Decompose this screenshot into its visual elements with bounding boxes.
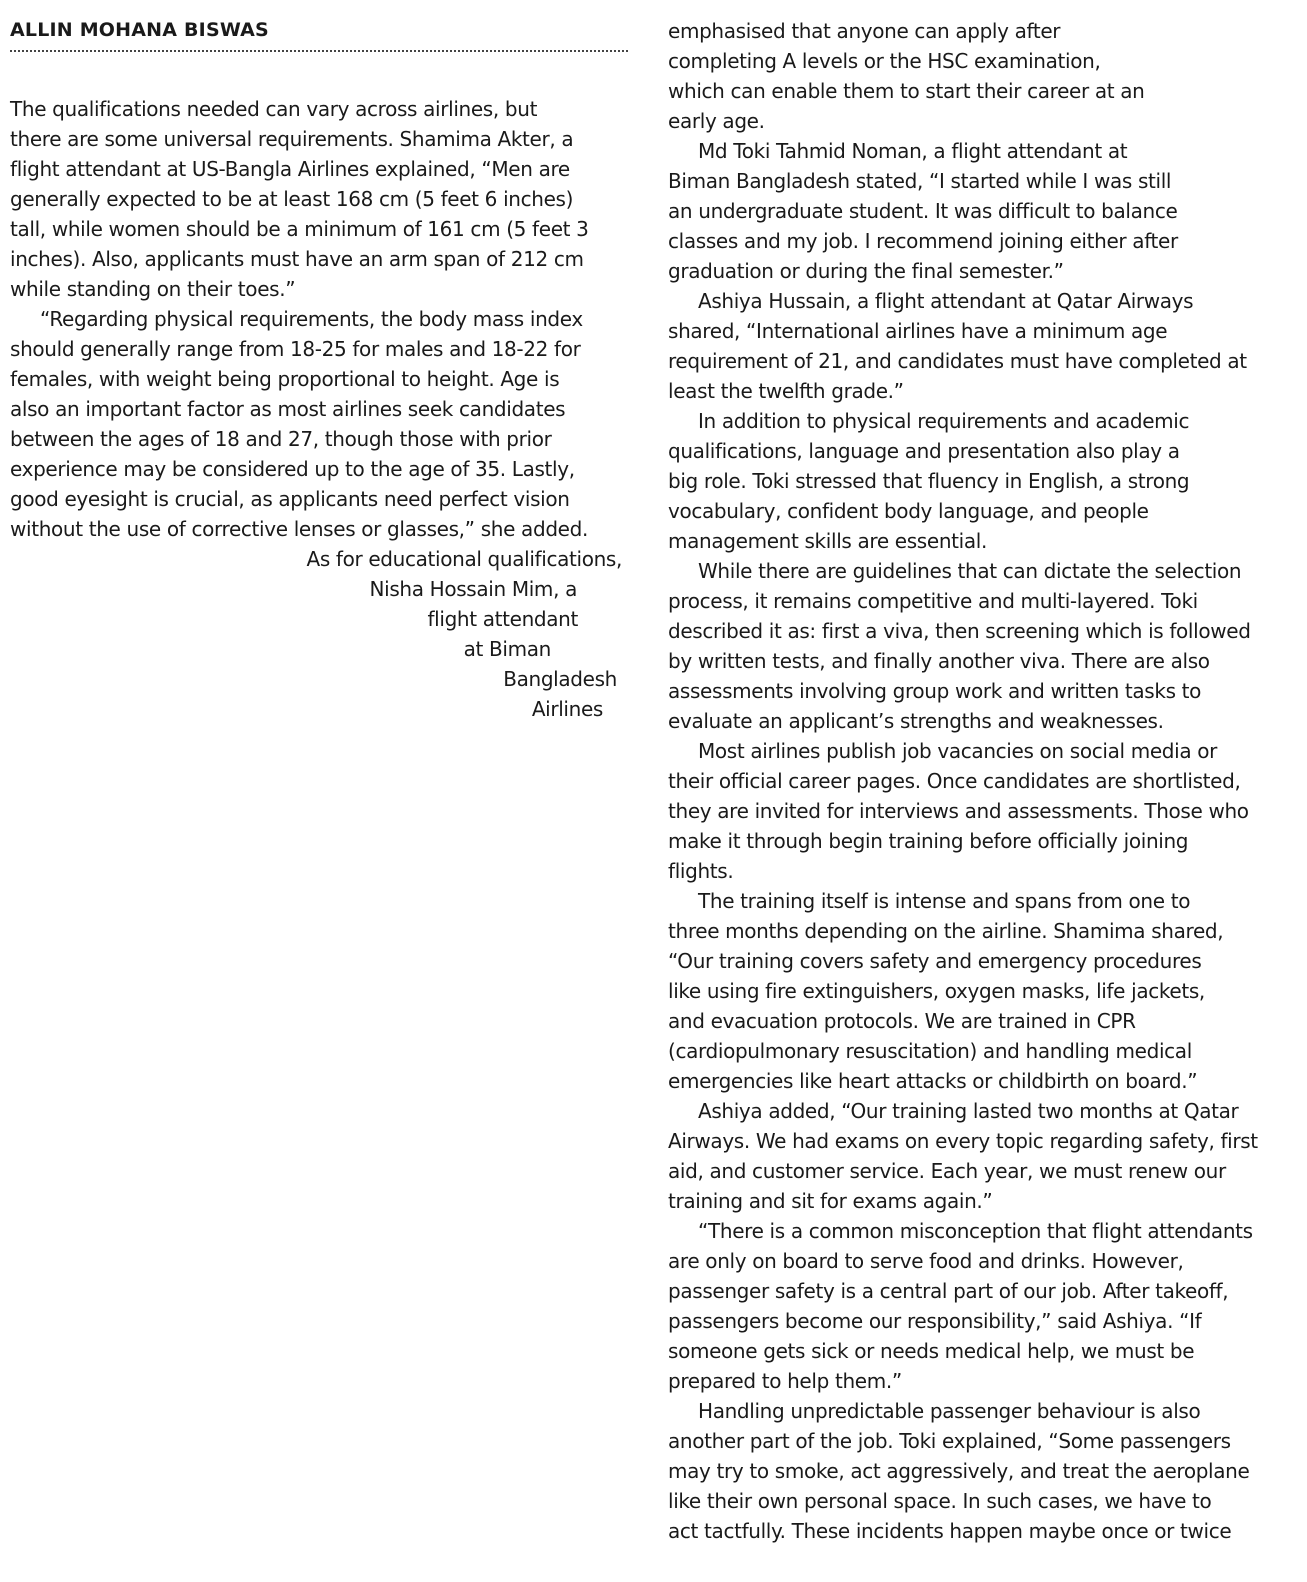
text-line: least the twelfth grade.” [668, 379, 904, 403]
text-line: qualifications, language and presentation also play a [668, 439, 1180, 463]
text-line: emphasised that anyone can apply after [668, 19, 1061, 43]
text-line: their official career pages. Once candidates are shortlisted, [668, 769, 1241, 793]
text-line: management skills are essential. [668, 529, 987, 553]
text-line: inches). Also, applicants must have an arm span of 212 cm [10, 247, 584, 271]
text-line: make it through begin training before officially joining [668, 829, 1189, 853]
text-line: also an important factor as most airlines seek candidates [10, 397, 566, 421]
text-line: requirement of 21, and candidates must have completed at [668, 349, 1247, 373]
text-line: while standing on their toes.” [10, 277, 296, 301]
text-line: act tactfully. These incidents happen maybe once or twice [668, 1519, 1232, 1543]
text-line: classes and my job. I recommend joining either after [668, 229, 1178, 253]
text-line: passenger safety is a central part of our job. After takeoff, [668, 1279, 1229, 1303]
text-line: which can enable them to start their career at an [668, 79, 1145, 103]
text-line: flights. [668, 859, 734, 883]
text-line: process, it remains competitive and multi-layered. Toki [668, 589, 1198, 613]
text-line: should generally range from 18-25 for males and 18-22 for [10, 337, 581, 361]
text-line: assessments involving group work and written tasks to [668, 679, 1202, 703]
text-line: The qualifications needed can vary across airlines, but [10, 97, 538, 121]
text-line: by written tests, and finally another viva. There are also [668, 649, 1210, 673]
text-line: big role. Toki stressed that fluency in English, a strong [668, 469, 1190, 493]
text-line: generally expected to be at least 168 cm (5 feet 6 inches) [10, 187, 574, 211]
text-line: and evacuation protocols. We are trained in CPR [668, 1009, 1136, 1033]
paragraph-start-line: In addition to physical requirements and academic [698, 409, 1190, 433]
text-line: they are invited for interviews and assessments. Those who [668, 799, 1249, 823]
paragraph-start-line: Ashiya added, “Our training lasted two months at Qatar [698, 1099, 1239, 1123]
text-line: (cardiopulmonary resuscitation) and handling medical [668, 1039, 1192, 1063]
text-line: between the ages of 18 and 27, though those with prior [10, 427, 552, 451]
text-line: Biman Bangladesh stated, “I started while I was still [668, 169, 1172, 193]
right-column [668, 16, 1293, 1546]
text-line: females, with weight being proportional to height. Age is [10, 367, 560, 391]
text-line: good eyesight is crucial, as applicants need perfect vision [10, 487, 570, 511]
shaped-text-line: flight attendant [427, 607, 578, 631]
shaped-text-line: Nisha Hossain Mim, a [369, 577, 577, 601]
text-line: “Our training covers safety and emergency procedures [668, 949, 1202, 973]
text-line: someone gets sick or needs medical help, we must be [668, 1339, 1195, 1363]
text-line: flight attendant at US-Bangla Airlines explained, “Men are [10, 157, 570, 181]
text-line: another part of the job. Toki explained, “Some passengers [668, 1429, 1231, 1453]
text-line: shared, “International airlines have a minimum age [668, 319, 1168, 343]
paragraph-start-line: Ashiya Hussain, a flight attendant at Qatar Airways [698, 289, 1194, 313]
text-line: training and sit for exams again.” [668, 1189, 993, 1213]
paragraph-start-line: Most airlines publish job vacancies on social media or [698, 739, 1218, 763]
shaped-text-block [10, 544, 628, 724]
shaped-text-line: at Biman [463, 637, 551, 661]
text-line: three months depending on the airline. Shamima shared, [668, 919, 1224, 943]
text-line: emergencies like heart attacks or childbirth on board.” [668, 1069, 1198, 1093]
text-line: graduation or during the final semester.” [668, 259, 1064, 283]
text-line: like their own personal space. In such cases, we have to [668, 1489, 1212, 1513]
text-line: described it as: first a viva, then screening which is followed [668, 619, 1251, 643]
text-line: experience may be considered up to the age of 35. Lastly, [10, 457, 575, 481]
paragraph-start-line: The training itself is intense and spans from one to [698, 889, 1191, 913]
shaped-text-line: Airlines [531, 697, 603, 721]
text-line: aid, and customer service. Each year, we must renew our [668, 1159, 1226, 1183]
text-line: are only on board to serve food and drinks. However, [668, 1249, 1184, 1273]
shaped-text-line: As for educational qualifications, [306, 547, 622, 571]
text-line: tall, while women should be a minimum of 161 cm (5 feet 3 [10, 217, 589, 241]
left-column [10, 18, 628, 724]
text-line: Airways. We had exams on every topic regarding safety, first [668, 1129, 1258, 1153]
text-line: prepared to help them.” [668, 1369, 902, 1393]
text-line: there are some universal requirements. Shamima Akter, a [10, 127, 574, 151]
text-line: an undergraduate student. It was difficult to balance [668, 199, 1178, 223]
text-line: like using fire extinguishers, oxygen masks, life jackets, [668, 979, 1205, 1003]
paragraph-start-line: While there are guidelines that can dictate the selection [698, 559, 1242, 583]
paragraph-start-line: Handling unpredictable passenger behaviour is also [698, 1399, 1201, 1423]
text-line: early age. [668, 109, 765, 133]
left-column-body [10, 94, 628, 544]
paragraph-start-line: “Regarding physical requirements, the body mass index [40, 307, 583, 331]
author-byline: ALLIN MOHANA BISWAS [10, 18, 628, 52]
text-line: passengers become our responsibility,” said Ashiya. “If [668, 1309, 1202, 1333]
paragraph-start-line: Md Toki Tahmid Noman, a flight attendant at [698, 139, 1128, 163]
paragraph-start-line: “There is a common misconception that flight attendants [698, 1219, 1253, 1243]
shaped-text-line: Bangladesh [503, 667, 617, 691]
text-line: may try to smoke, act aggressively, and treat the aeroplane [668, 1459, 1250, 1483]
text-line: without the use of corrective lenses or glasses,” she added. [10, 517, 588, 541]
text-line: vocabulary, confident body language, and people [668, 499, 1149, 523]
text-line: evaluate an applicant’s strengths and weaknesses. [668, 709, 1164, 733]
text-line: completing A levels or the HSC examination, [668, 49, 1101, 73]
